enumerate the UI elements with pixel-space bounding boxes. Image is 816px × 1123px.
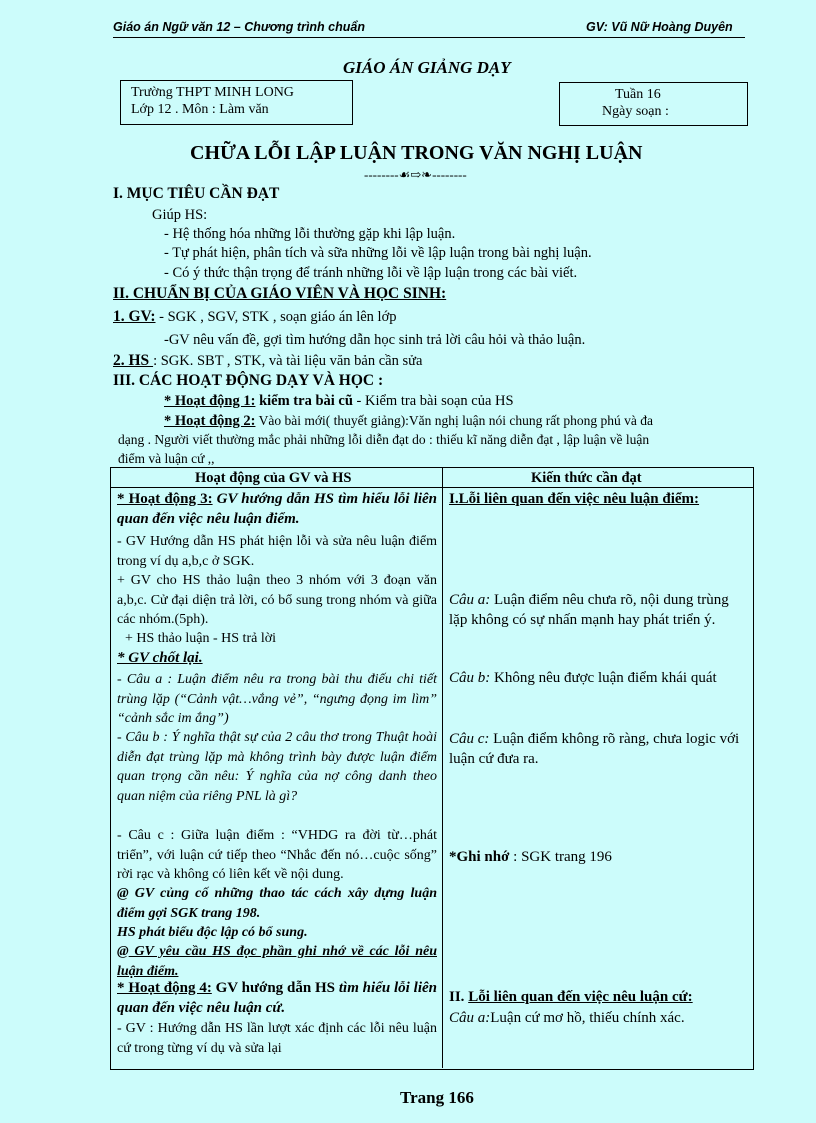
activity-2-line-3: điểm và luận cứ ,, — [118, 451, 215, 466]
conclusion-b: - Câu b : Ý nghĩa thật sự của 2 câu thơ trong Thuật hoài diễn đạt trùng lặp mà không trình bày được luận điểm quan trọng cần nêu: Ý nghĩa của nợ công danh theo quan niệm của riêng PNL là gì? — [117, 730, 437, 804]
prep-date: Ngày soạn : — [602, 104, 669, 119]
table-header-gv-hs: Hoạt động của GV và HS — [195, 470, 352, 486]
knowledge-heading-2-number: II. — [449, 989, 469, 1005]
conclusion-a: - Câu a : Luận điểm nêu ra trong bài thu điếu chi tiết trùng lặp (“Cảnh vật…vắng vẻ”, “ngưng đọng im lìm” “cảnh sắc im ắng”) — [117, 672, 437, 726]
title-ornament: --------☙⇨❧-------- — [364, 167, 467, 182]
activity-1-label: * Hoạt động 1: — [164, 393, 256, 409]
guide-step-4: - GV : Hướng dẫn HS lần lượt xác định các lỗi nêu luận cứ trong từng ví dụ và sửa lại — [117, 1021, 437, 1056]
activity-4 — [117, 979, 437, 1018]
answer-a-text: Luận điểm nêu chưa rõ, nội dung trùng lặp không có sự nhấn mạnh hay phát triển ý. — [449, 592, 729, 628]
answer-b-label: Câu b: — [449, 670, 491, 686]
school-box — [120, 80, 353, 125]
answer-c-label: Câu c: — [449, 731, 490, 747]
activity-1-title: kiểm tra bài cũ — [255, 393, 353, 409]
header-rule — [113, 37, 745, 38]
activity-4-text: tìm hiểu lỗi liên quan đến việc nêu luận cứ. — [117, 980, 438, 1016]
objective-item: - Tự phát hiện, phân tích và sữa những lỗi về lập luận trong bài nghị luận. — [164, 245, 592, 261]
week-box — [559, 82, 748, 126]
answer-a2-text: Luận cứ mơ hồ, thiếu chính xác. — [490, 1010, 685, 1026]
activity-3-label: * Hoạt động 3: — [117, 491, 213, 507]
knowledge-heading-2-text: Lỗi liên quan đến việc nêu luận cứ: — [468, 989, 693, 1005]
gv-conclusion: * GV chốt lại. — [117, 650, 203, 666]
section-1-intro: Giúp HS: — [152, 207, 208, 223]
guide-step-1: - GV Hướng dẫn HS phát hiện lỗi và sửa nêu luận điểm trong ví dụ a,b,c ở SGK. — [117, 534, 437, 569]
activity-2-line-2: dạng . Người viết thường mắc phải những lỗi diễn đạt do : thiếu kĩ năng diễn đạt , lập luận về luận — [118, 432, 650, 447]
table-divider — [442, 468, 443, 1068]
guide-step-3: + HS thảo luận - HS trả lời — [125, 631, 277, 646]
memo-note — [449, 848, 745, 868]
hs-text: : SGK. SBT , STK, và tài liệu văn bản cần sửa — [153, 353, 423, 369]
activity-1-text: - Kiểm tra bài soạn của HS — [352, 393, 514, 409]
objective-item: - Có ý thức thận trọng để tránh những lỗi về lập luận trong các bài viết. — [164, 265, 578, 281]
page-title: CHỮA LỖI LẬP LUẬN TRONG VĂN NGHỊ LUẬN — [190, 142, 643, 164]
gv-prep-2: -GV nêu vấn đề, gợi tìm hướng dẫn học sinh trả lời câu hỏi và thảo luận. — [164, 332, 586, 348]
answer-c-text: Luận điểm không rõ ràng, chưa logic với luận cứ đưa ra. — [449, 731, 740, 767]
gv-label: 1. GV: — [113, 308, 156, 325]
answer-c — [449, 730, 745, 769]
activity-4-gv: GV hướng dẫn HS — [211, 980, 336, 996]
section-2-heading: II. CHUẨN BỊ CỦA GIÁO VIÊN VÀ HỌC SINH: — [113, 285, 447, 302]
activity-2-line-1: Vào bài mới( thuyết giảng):Văn nghị luận nói chung rất phong phú và đa — [255, 413, 654, 428]
at-symbol: @ — [117, 886, 129, 901]
knowledge-heading-1 — [449, 490, 745, 510]
hs-label: 2. HS — [113, 352, 154, 369]
answer-b — [449, 669, 745, 689]
section-3-heading: III. CÁC HOẠT ĐỘNG DẠY VÀ HỌC : — [113, 372, 384, 389]
gv-text: - SGK , SGV, STK , soạn giáo án lên lớp — [155, 309, 397, 325]
section-1-heading: I. MỤC TIÊU CẦN ĐẠT — [113, 185, 280, 202]
memo-request-text: GV yêu cầu HS đọc phần ghi nhớ về các lỗi nêu luận điểm. — [117, 944, 437, 979]
activity-3 — [117, 490, 437, 529]
answer-a-label: Câu a: — [449, 592, 491, 608]
class-subject: Lớp 12 . Môn : Làm văn — [131, 102, 269, 117]
memo-note-text: : SGK trang 196 — [509, 849, 612, 865]
answer-a2 — [449, 1009, 745, 1029]
objective-item: - Hệ thống hóa những lỗi thường gặp khi lập luận. — [164, 226, 456, 242]
header-left: Giáo án Ngữ văn 12 – Chương trình chuẩn — [113, 20, 365, 34]
week-number: Tuần 16 — [615, 87, 661, 102]
activity-4-label: * Hoạt động 4: — [117, 980, 212, 996]
doc-type: GIÁO ÁN GIẢNG DẠY — [343, 58, 511, 77]
knowledge-heading-1-text: I.Lỗi liên quan đến việc nêu luận điểm: — [449, 491, 700, 507]
guide-step-2: + GV cho HS thảo luận theo 3 nhóm với 3 đoạn văn a,b,c. Cử đại diện trả lời, có bổ sung trong nhóm và giữa các nhóm.(5ph). — [117, 573, 437, 627]
activity-2-label: * Hoạt động 2: — [164, 413, 256, 429]
page-number: Trang 166 — [400, 1088, 474, 1107]
header-right: GV: Vũ Nữ Hoàng Duyên — [586, 20, 733, 34]
answer-a2-label: Câu a: — [449, 1010, 491, 1026]
consolidation — [117, 884, 437, 923]
answer-b-text: Không nêu được luận điểm khái quát — [490, 670, 717, 686]
activity-2 — [164, 413, 653, 430]
gv-prep — [113, 308, 397, 326]
hs-prep — [113, 352, 422, 370]
conclusion-c: - Câu c : Giữa luận điểm : “VHDG ra đời từ…phát triển”, với luận cứ tiếp theo “Nhắc đến nó…cuộc sống” rời rạc và không có liên kết về nội dung. — [117, 828, 437, 882]
hs-free-speech: HS phát biểu độc lập có bổ sung. — [117, 925, 308, 940]
answer-a — [449, 591, 745, 630]
activity-1 — [164, 393, 514, 410]
consolidation-text: GV củng cố những thao tác cách xây dựng luận điểm gợi SGK trang 198. — [117, 886, 437, 921]
table-header-rule — [111, 487, 753, 488]
at-symbol: @ — [117, 944, 129, 959]
activity-3-text: GV hướng dẫn HS tìm hiểu lỗi liên quan đến việc nêu luận điểm. — [117, 491, 438, 527]
table-header-knowledge: Kiến thức cần đạt — [531, 470, 642, 486]
memo-request — [117, 942, 437, 981]
knowledge-heading-2 — [449, 988, 745, 1008]
memo-note-label: *Ghi nhớ — [449, 849, 510, 865]
school-name: Trường THPT MINH LONG — [131, 85, 294, 100]
activity-table — [110, 467, 754, 1070]
